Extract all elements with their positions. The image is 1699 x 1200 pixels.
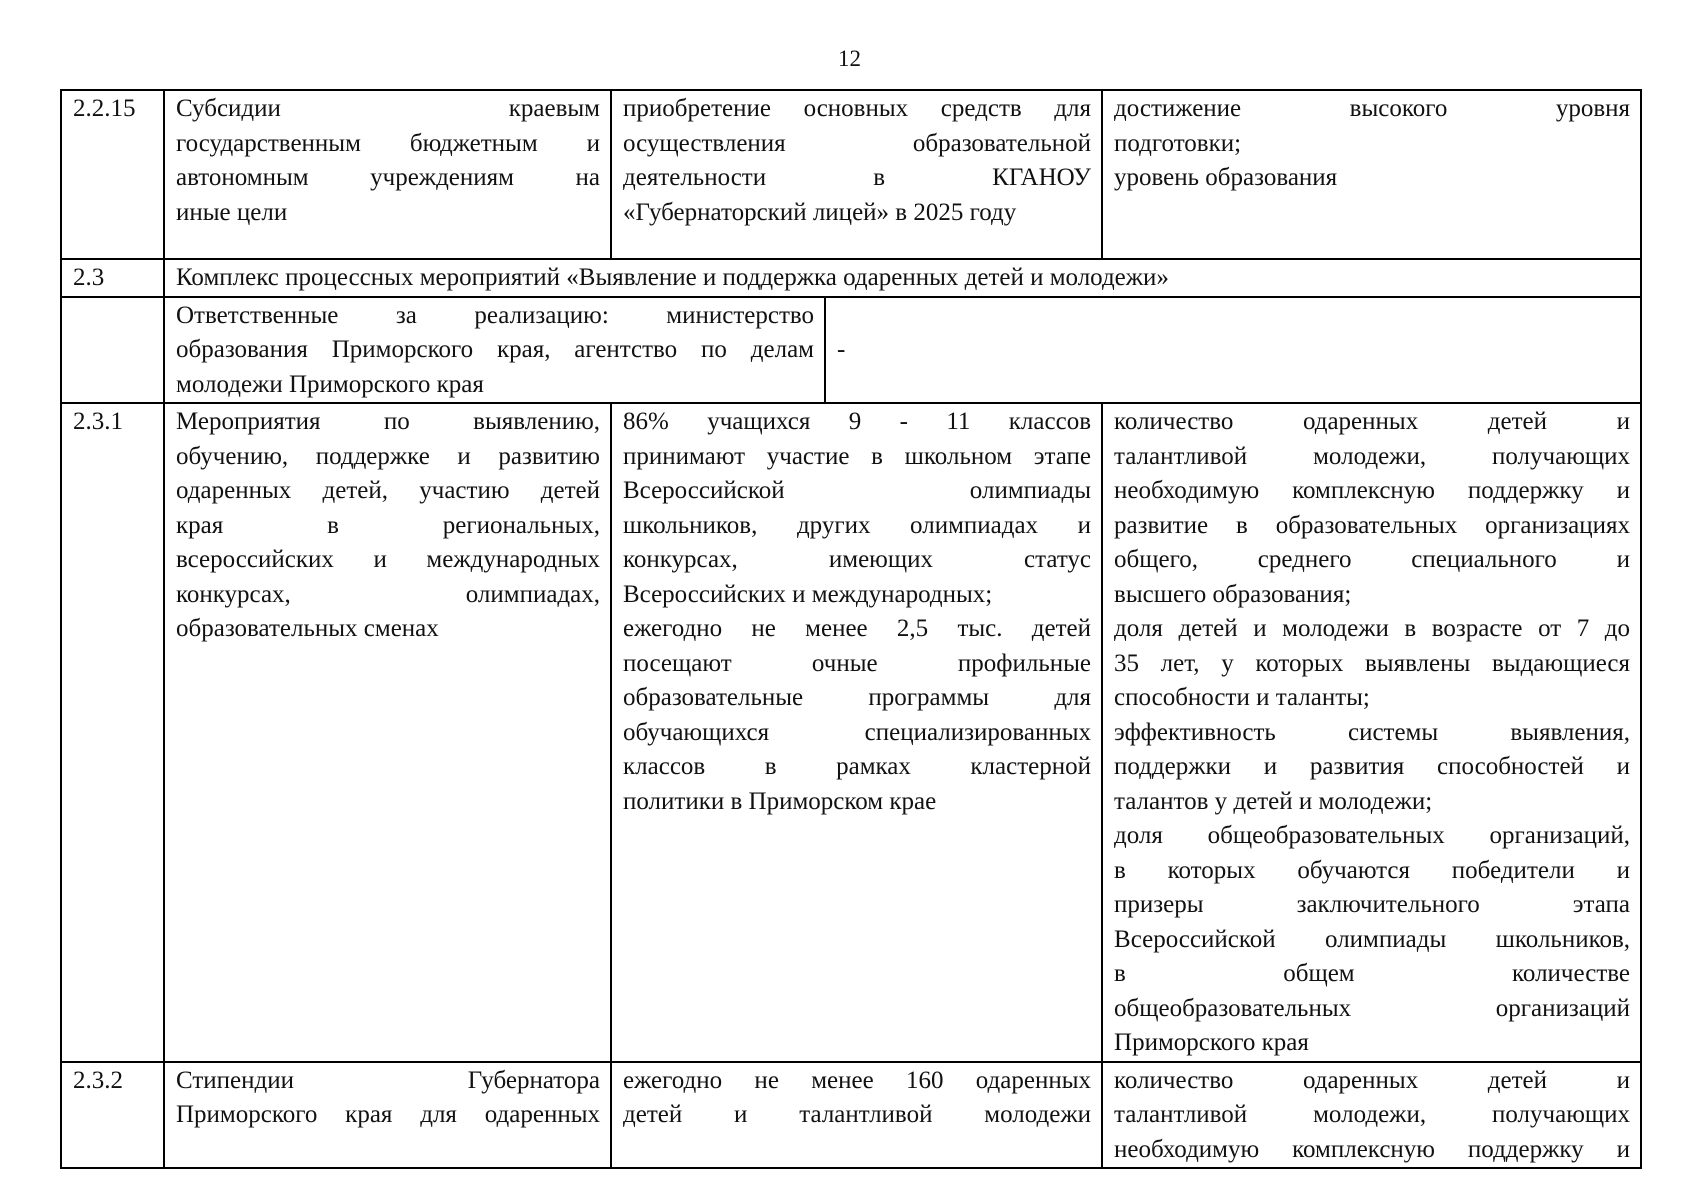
text-line: необходимую комплексную поддержку и: [1114, 477, 1631, 504]
text-line: «Губернаторский лицей» в 2025 году: [623, 198, 1017, 226]
text-line: Всероссийской олимпиады: [623, 477, 1092, 504]
text-line: Стипендии Губернатора: [176, 1066, 600, 1094]
indicator-cell: [1102, 1062, 1641, 1169]
expected-result-cell: [611, 403, 1102, 1062]
complex-title-cell: Комплекс процессных мероприятий «Выявление и поддержка одаренных детей и молодежи»: [164, 259, 1641, 297]
text-line: уровень образования: [1114, 164, 1338, 191]
row-number: 2.3.1: [61, 403, 164, 1062]
row-number: 2.3.2: [61, 1062, 164, 1169]
text-line: молодежи Приморского края: [176, 370, 484, 398]
expected-result-cell: [611, 1062, 1102, 1169]
row-number: 2.2.15: [61, 90, 164, 259]
table-row: [61, 1062, 1641, 1169]
text-line: Всероссийских и международных;: [623, 580, 993, 608]
text-line: государственным бюджетным и: [176, 129, 600, 157]
text-line: необходимую комплексную поддержку и: [1114, 1135, 1631, 1163]
text-line: образовательных сменах: [176, 615, 439, 642]
text-line: общего, среднего специального и: [1114, 546, 1631, 573]
text-line: классов в рамках кластерной: [623, 753, 1092, 780]
table-row: [61, 297, 1641, 404]
text-line: политики в Приморском крае: [623, 787, 937, 815]
text-line: 86% учащихся 9 - 11 классов: [623, 408, 1092, 435]
text-line: талантливой молодежи, получающих: [1114, 1101, 1631, 1128]
text-line: доля общеобразовательных организаций,: [1114, 822, 1631, 849]
text-line: школьников, других олимпиадах и: [623, 511, 1092, 539]
table-row: [61, 259, 1641, 297]
page-number: 12: [838, 46, 861, 71]
text-line: иные цели: [176, 198, 288, 226]
text-line: подготовки;: [1114, 129, 1242, 157]
text-line: развитие в образовательных организациях: [1114, 511, 1631, 539]
text-line: конкурсах, имеющих статус: [623, 546, 1092, 573]
text-line: призеры заключительного этапа: [1114, 891, 1631, 918]
text-line: Субсидии краевым: [176, 95, 600, 122]
responsible-value-cell: [825, 297, 1641, 404]
text-line: доля детей и молодежи в возрасте от 7 до: [1114, 615, 1631, 642]
text-line: общеобразовательных организаций: [1114, 994, 1631, 1022]
text-line: ежегодно не менее 160 одаренных: [623, 1066, 1092, 1094]
text-line: обучению, поддержке и развитию: [176, 442, 600, 470]
text-line: автономным учреждениям на: [176, 164, 600, 191]
text-line: количество одаренных детей и: [1114, 408, 1631, 435]
text-line: посещают очные профильные: [623, 649, 1092, 677]
text-line: всероссийских и международных: [176, 546, 600, 573]
table-row: [61, 403, 1641, 1062]
text-line: способности и таланты;: [1114, 684, 1370, 711]
text-line: поддержки и развития способностей и: [1114, 753, 1631, 780]
text-line: талантов у детей и молодежи;: [1114, 787, 1433, 815]
responsible-value: -: [837, 336, 846, 363]
text-line: достижение высокого уровня: [1114, 95, 1631, 122]
text-line: Мероприятия по выявлению,: [176, 408, 600, 435]
text-line: Приморского края: [1114, 1029, 1309, 1056]
text-line: в общем количестве: [1114, 960, 1631, 987]
text-line: 35 лет, у которых выявлены выдающиеся: [1114, 649, 1631, 677]
text-line: обучающихся специализированных: [623, 718, 1092, 746]
table-row: [61, 90, 1641, 259]
measure-name-cell: [164, 90, 611, 259]
text-line: Приморского края для одаренных: [176, 1101, 600, 1128]
text-line: ежегодно не менее 2,5 тыс. детей: [623, 615, 1092, 642]
text-line: конкурсах, олимпиадах,: [176, 580, 600, 608]
text-line: одаренных детей, участию детей: [176, 477, 600, 504]
text-line: принимают участие в школьном этапе: [623, 442, 1092, 470]
indicator-cell: [1102, 90, 1641, 259]
expected-result-cell: [611, 90, 1102, 259]
responsible-cell: [164, 297, 825, 404]
text-line: образования Приморского края, агентство по делам: [176, 336, 814, 363]
text-line: осуществления образовательной: [623, 129, 1092, 157]
text-line: эффективность системы выявления,: [1114, 718, 1631, 746]
measure-name-cell: [164, 1062, 611, 1169]
text-line: приобретение основных средств для: [623, 95, 1092, 122]
text-line: в которых обучаются победители и: [1114, 856, 1631, 884]
text-line: детей и талантливой молодежи: [623, 1101, 1092, 1128]
text-line: высшего образования;: [1114, 580, 1352, 608]
indicator-cell: [1102, 403, 1641, 1062]
text-line: количество одаренных детей и: [1114, 1066, 1631, 1094]
text-line: края в региональных,: [176, 511, 600, 539]
text-line: талантливой молодежи, получающих: [1114, 442, 1631, 470]
text-line: деятельности в КГАНОУ: [623, 164, 1092, 191]
text-line: Всероссийской олимпиады школьников,: [1114, 925, 1631, 953]
empty-number-cell: [61, 297, 164, 404]
text-line: Ответственные за реализацию: министерство: [176, 301, 814, 329]
text-line: образовательные программы для: [623, 684, 1092, 711]
measure-name-cell: [164, 403, 611, 1062]
row-number: 2.3: [61, 259, 164, 297]
program-table: [60, 89, 1642, 1169]
